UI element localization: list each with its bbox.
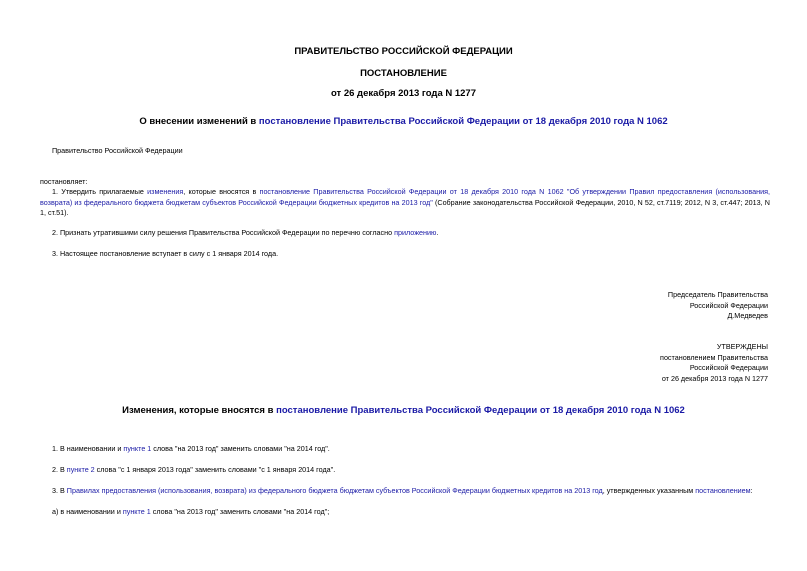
title-prefix: О внесении изменений в xyxy=(139,116,259,127)
c1-link[interactable]: пункте 1 xyxy=(123,444,152,453)
p2-link-appendix[interactable]: приложению xyxy=(394,228,437,237)
paragraph-3: 3. Настоящее постановление вступает в силу с 1 января 2014 года. xyxy=(52,249,279,258)
approved-line-4: от 26 декабря 2013 года N 1277 xyxy=(661,373,768,383)
c2-link[interactable]: пункте 2 xyxy=(66,465,95,474)
government-heading: ПРАВИТЕЛЬСТВО РОССИЙСКОЙ ФЕДЕРАЦИИ xyxy=(294,46,513,57)
p1-text-b: , которые вносятся в xyxy=(183,187,260,196)
c3-text-c: : xyxy=(750,486,753,495)
p1-link-resolution[interactable]: постановление Правительства Российской Федерации от 18 декабря 2010 года N 1062 "Об утверждении Правил предоставления (использования, возврата) из федерального бюджета бюджетам субъектов Российской Федерации бюджетных кредитов на 2013 год" xyxy=(40,187,770,207)
change-3a xyxy=(52,507,329,518)
c3a-text-b: слова "на 2013 год" заменить словами "на 2014 год"; xyxy=(150,507,330,516)
c1-text-a: 1. В наименовании и xyxy=(52,444,124,453)
signature-line-3: Д.Медведев xyxy=(727,311,768,320)
changes-title xyxy=(0,405,807,416)
p2-text-a: 2. Признать утратившими силу решения Правительства Российской Федерации по перечню согласно xyxy=(52,228,395,237)
c2-text-b: слова "с 1 января 2013 года" заменить словами "с 1 января 2014 года". xyxy=(94,465,336,474)
approved-line-2: постановлением Правительства xyxy=(660,352,768,362)
p1-link-changes[interactable]: изменения xyxy=(147,187,184,196)
p2-text-b: . xyxy=(436,228,439,237)
intro-text: Правительство Российской Федерации xyxy=(52,146,183,155)
p1-text-a: 1. Утвердить прилагаемые xyxy=(52,187,148,196)
change-2 xyxy=(52,465,335,476)
c3-text-b: , утвержденных указанным xyxy=(602,486,696,495)
change-1 xyxy=(52,444,330,455)
p1-text-c: (Собрание законодательства Российской Федерации, 2010, N 52, ст.7119; 2012, N 3, ст.447; 2013, N 1, ст.51). xyxy=(40,197,770,217)
paragraph-2 xyxy=(52,228,438,239)
c3-link-resolution[interactable]: постановлением xyxy=(695,486,751,495)
document-date: от 26 декабря 2013 года N 1277 xyxy=(330,88,476,99)
title-link[interactable]: постановление Правительства Российской Федерации от 18 декабря 2010 года N 1062 xyxy=(258,116,668,127)
signature-block xyxy=(500,290,768,322)
approved-line-3: Российской Федерации xyxy=(689,363,768,372)
resolves-text: постановляет: xyxy=(40,177,88,186)
approved-line-1: УТВЕРЖДЕНЫ xyxy=(716,342,768,351)
c3-text-a: 3. В xyxy=(52,486,67,495)
c3a-text-a: а) в наименовании и xyxy=(52,507,123,516)
paragraph-1 xyxy=(40,187,770,219)
document-type: ПОСТАНОВЛЕНИЕ xyxy=(360,68,447,79)
changes-title-prefix: Изменения, которые вносятся в xyxy=(122,405,277,416)
signature-line-1: Председатель Правительства xyxy=(667,290,768,299)
c3a-link[interactable]: пункте 1 xyxy=(122,507,151,516)
document-title xyxy=(0,116,807,127)
change-3 xyxy=(52,486,792,497)
signature-line-2: Российской Федерации xyxy=(689,300,768,310)
c3-link-rules[interactable]: Правилах предоставления (использования, возврата) из федерального бюджета бюджетам субъектов Российской Федерации бюджетных кредитов на 2013 год xyxy=(66,486,603,495)
c2-text-a: 2. В xyxy=(52,465,67,474)
approved-block xyxy=(500,342,768,384)
changes-title-link[interactable]: постановление Правительства Российской Федерации от 18 декабря 2010 года N 1062 xyxy=(276,405,685,416)
c1-text-b: слова "на 2013 год" заменить словами "на 2014 год". xyxy=(151,444,330,453)
